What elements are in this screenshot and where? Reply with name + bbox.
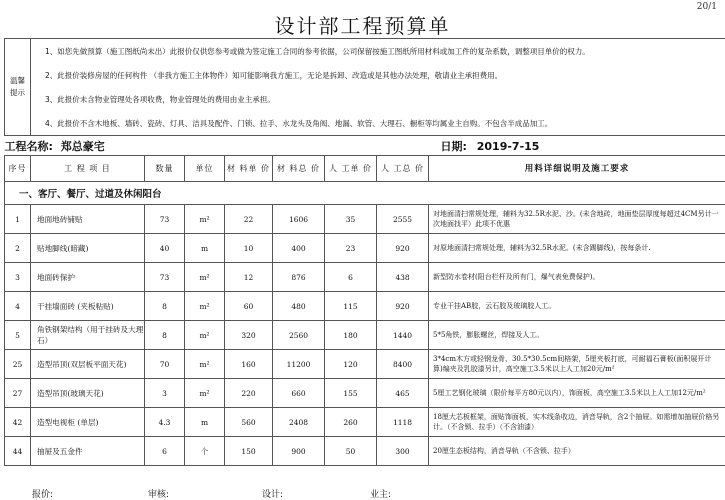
cell-mat-price: 12: [225, 263, 273, 292]
cell-desc: 3*4cm木方或轻钢龙骨、30.5*30.5cm间格架，5厘夹板打底，可耐福石膏板(面积展开计算)编夹及乳胶漆另计，高空施工3.5米以上人工加20元/m²: [429, 350, 725, 379]
cell-qty: 73: [145, 263, 185, 292]
cell-qty: 70: [145, 350, 185, 379]
cell-seq: 5: [5, 321, 31, 350]
cell-mat-total: 2560: [273, 321, 325, 350]
table-row: [5, 292, 725, 321]
cell-unit: m: [185, 408, 225, 437]
cell-labor-price: 35: [325, 205, 377, 234]
project-name-label: 工程名称:: [4, 139, 53, 153]
cell-labor-total: 1118: [377, 408, 429, 437]
notice-content: [31, 39, 725, 136]
cell-item: 角铁钢架结构（用于挂砖及大理石）: [31, 321, 145, 350]
cell-qty: 73: [145, 205, 185, 234]
budget-table: [4, 38, 725, 466]
header-labor-price: 人 工单 价: [325, 156, 377, 182]
cell-mat-total: 900: [273, 437, 325, 466]
table-row: [5, 379, 725, 408]
cell-unit: m²: [185, 205, 225, 234]
cell-desc: 5厘工艺钢化玻璃（限价每平方80元以内），饰面板，高空施工3.5米以上人工加12元/m²: [429, 379, 725, 408]
cell-unit: 个: [185, 437, 225, 466]
cell-mat-price: 150: [225, 437, 273, 466]
header-mat-price: 材 料单 价: [225, 156, 273, 182]
cell-desc: 对地面清扫常规处理，辅料为32.5R水泥、沙。(未含地砖，地面垫层厚度每超过4CM另计一次地面找平）此项不优惠: [429, 205, 725, 234]
header-qty: 数量: [145, 156, 185, 182]
notice-line-2: 2、此报价装修房屋的任何构件 （非我方施工主体物件）知可能影响我方施工，无论是拆卸、改造或是其他办法处理，敬请业主承担费用。: [45, 70, 503, 80]
cell-labor-price: 6: [325, 263, 377, 292]
cell-labor-total: 2555: [377, 205, 429, 234]
cell-mat-total: 480: [273, 292, 325, 321]
cell-mat-price: 560: [225, 408, 273, 437]
cell-mat-price: 220: [225, 379, 273, 408]
header-item: 工 程 项 目: [31, 156, 145, 182]
table-row: [5, 263, 725, 292]
cell-unit: m²: [185, 263, 225, 292]
cell-qty: 40: [145, 234, 185, 263]
cell-qty: 6: [145, 437, 185, 466]
section-title: 一、客厅、餐厅、过道及休闲阳台: [5, 182, 725, 205]
cell-mat-total: 660: [273, 379, 325, 408]
notice-label: 温馨提示: [5, 39, 31, 136]
cell-labor-total: 438: [377, 263, 429, 292]
signature-footer: [0, 484, 725, 500]
header-labor-total: 人 工总 价: [377, 156, 429, 182]
cell-seq: 4: [5, 292, 31, 321]
cell-desc: 对原地面清扫常规处理，辅料为32.5R水泥。(未含踢脚线)，按每条计.: [429, 234, 725, 263]
cell-qty: 8: [145, 321, 185, 350]
cell-seq: 27: [5, 379, 31, 408]
table-row: [5, 350, 725, 379]
cell-labor-total: 920: [377, 234, 429, 263]
project-name-value: 郑总豪宅: [60, 139, 105, 153]
cell-mat-price: 320: [225, 321, 273, 350]
cell-item: 地面地砖铺贴: [31, 205, 145, 234]
page-number: 20/1: [696, 2, 717, 12]
cell-desc: 20厘生态板结构，消音导轨（不含锁、拉手）: [429, 437, 725, 466]
cell-labor-total: 1440: [377, 321, 429, 350]
table-row: [5, 437, 725, 466]
table-row: [5, 205, 725, 234]
cell-item: 抽屉及五金件: [31, 437, 145, 466]
cell-seq: 42: [5, 408, 31, 437]
cell-seq: 3: [5, 263, 31, 292]
cell-seq: 25: [5, 350, 31, 379]
cell-mat-price: 60: [225, 292, 273, 321]
footer-design: 设计:: [262, 490, 284, 500]
cell-desc: 5*5角铁，膨胀螺丝，焊接及人工。: [429, 321, 725, 350]
cell-labor-total: 465: [377, 379, 429, 408]
cell-seq: 1: [5, 205, 31, 234]
table-row: [5, 408, 725, 437]
header-mat-total: 材 料总 价: [273, 156, 325, 182]
cell-qty: 4.3: [145, 408, 185, 437]
table-body: [5, 205, 725, 466]
cell-item: 干挂墙面砖 (夹板粘贴): [31, 292, 145, 321]
cell-labor-total: 920: [377, 292, 429, 321]
cell-mat-total: 876: [273, 263, 325, 292]
footer-review: 审核:: [148, 490, 170, 500]
cell-mat-total: 1606: [273, 205, 325, 234]
cell-labor-price: 115: [325, 292, 377, 321]
table-row: [5, 321, 725, 350]
cell-qty: 3: [145, 379, 185, 408]
cell-item: 造型吊顶(玻璃天花): [31, 379, 145, 408]
cell-item: 造型电视柜 (单层): [31, 408, 145, 437]
cell-labor-price: 180: [325, 321, 377, 350]
cell-seq: 2: [5, 234, 31, 263]
cell-desc: 专业干挂AB胶，云石胶及玻璃胶人工。: [429, 292, 725, 321]
notice-line-4: 4、此报价不含木地板、墙砖、瓷砖、灯具、洁具及配件、门锁、拉手、水龙头及角阀、地漏、软管、大理石、橱柜等均属业主自购。不包含半成品加工。: [45, 118, 553, 128]
page-title: 设计部工程预算单: [274, 14, 451, 38]
table-row: [5, 234, 725, 263]
cell-item: 造型吊顶(双层板平面天花): [31, 350, 145, 379]
cell-mat-total: 11200: [273, 350, 325, 379]
project-date-label: 日期:: [440, 139, 467, 153]
project-date-value: 2019-7-15: [476, 139, 540, 153]
cell-mat-total: 400: [273, 234, 325, 263]
cell-labor-price: 155: [325, 379, 377, 408]
cell-item: 贴地脚线(暗藏): [31, 234, 145, 263]
cell-mat-total: 2408: [273, 408, 325, 437]
project-info-row: [5, 136, 725, 156]
footer-owner: 业主:: [370, 490, 392, 500]
project-name: [5, 136, 225, 156]
cell-labor-total: 8400: [377, 350, 429, 379]
notice-row: [5, 39, 725, 136]
cell-unit: m²: [185, 350, 225, 379]
cell-item: 地面砖保护: [31, 263, 145, 292]
table-header: [5, 156, 725, 182]
cell-mat-price: 22: [225, 205, 273, 234]
cell-mat-price: 10: [225, 234, 273, 263]
header-unit: 单位: [185, 156, 225, 182]
header-desc: 用料详细说明及施工要求: [429, 156, 725, 182]
footer-quote: 报价:: [32, 490, 54, 500]
notice-line-3: 3、此报价未含物业管理处各项收费，物业管理处的费用由业主承担。: [45, 94, 275, 104]
cell-mat-price: 160: [225, 350, 273, 379]
cell-labor-total: 300: [377, 437, 429, 466]
cell-unit: m: [185, 234, 225, 263]
cell-unit: m²: [185, 379, 225, 408]
cell-seq: 44: [5, 437, 31, 466]
cell-unit: m²: [185, 292, 225, 321]
header-seq: 序号: [5, 156, 31, 182]
cell-desc: 新型防水卷材(阳台栏杆及所有门，爆气表免费保护)。: [429, 263, 725, 292]
notice-line-1: 1、如您先做预算（施工图纸尚未出）此报价仅供您参考或做为签定施工合同的参考依据，公司保留按施工图纸所用材料或加工件的复杂系数，调整项目单价的权力。: [45, 46, 590, 56]
cell-labor-price: 120: [325, 350, 377, 379]
section-row: [5, 182, 725, 205]
cell-desc: 18厘大芯板框架，面贴饰面板，实木线条收边，消音导轨，含2个抽屉。如需增加抽屉价格另计。（不含锁、拉手）（不含油漆）: [429, 408, 725, 437]
cell-labor-price: 23: [325, 234, 377, 263]
cell-unit: m²: [185, 321, 225, 350]
cell-labor-price: 260: [325, 408, 377, 437]
project-spacer: [225, 136, 429, 156]
project-date: [429, 136, 725, 156]
cell-labor-price: 50: [325, 437, 377, 466]
cell-qty: 8: [145, 292, 185, 321]
